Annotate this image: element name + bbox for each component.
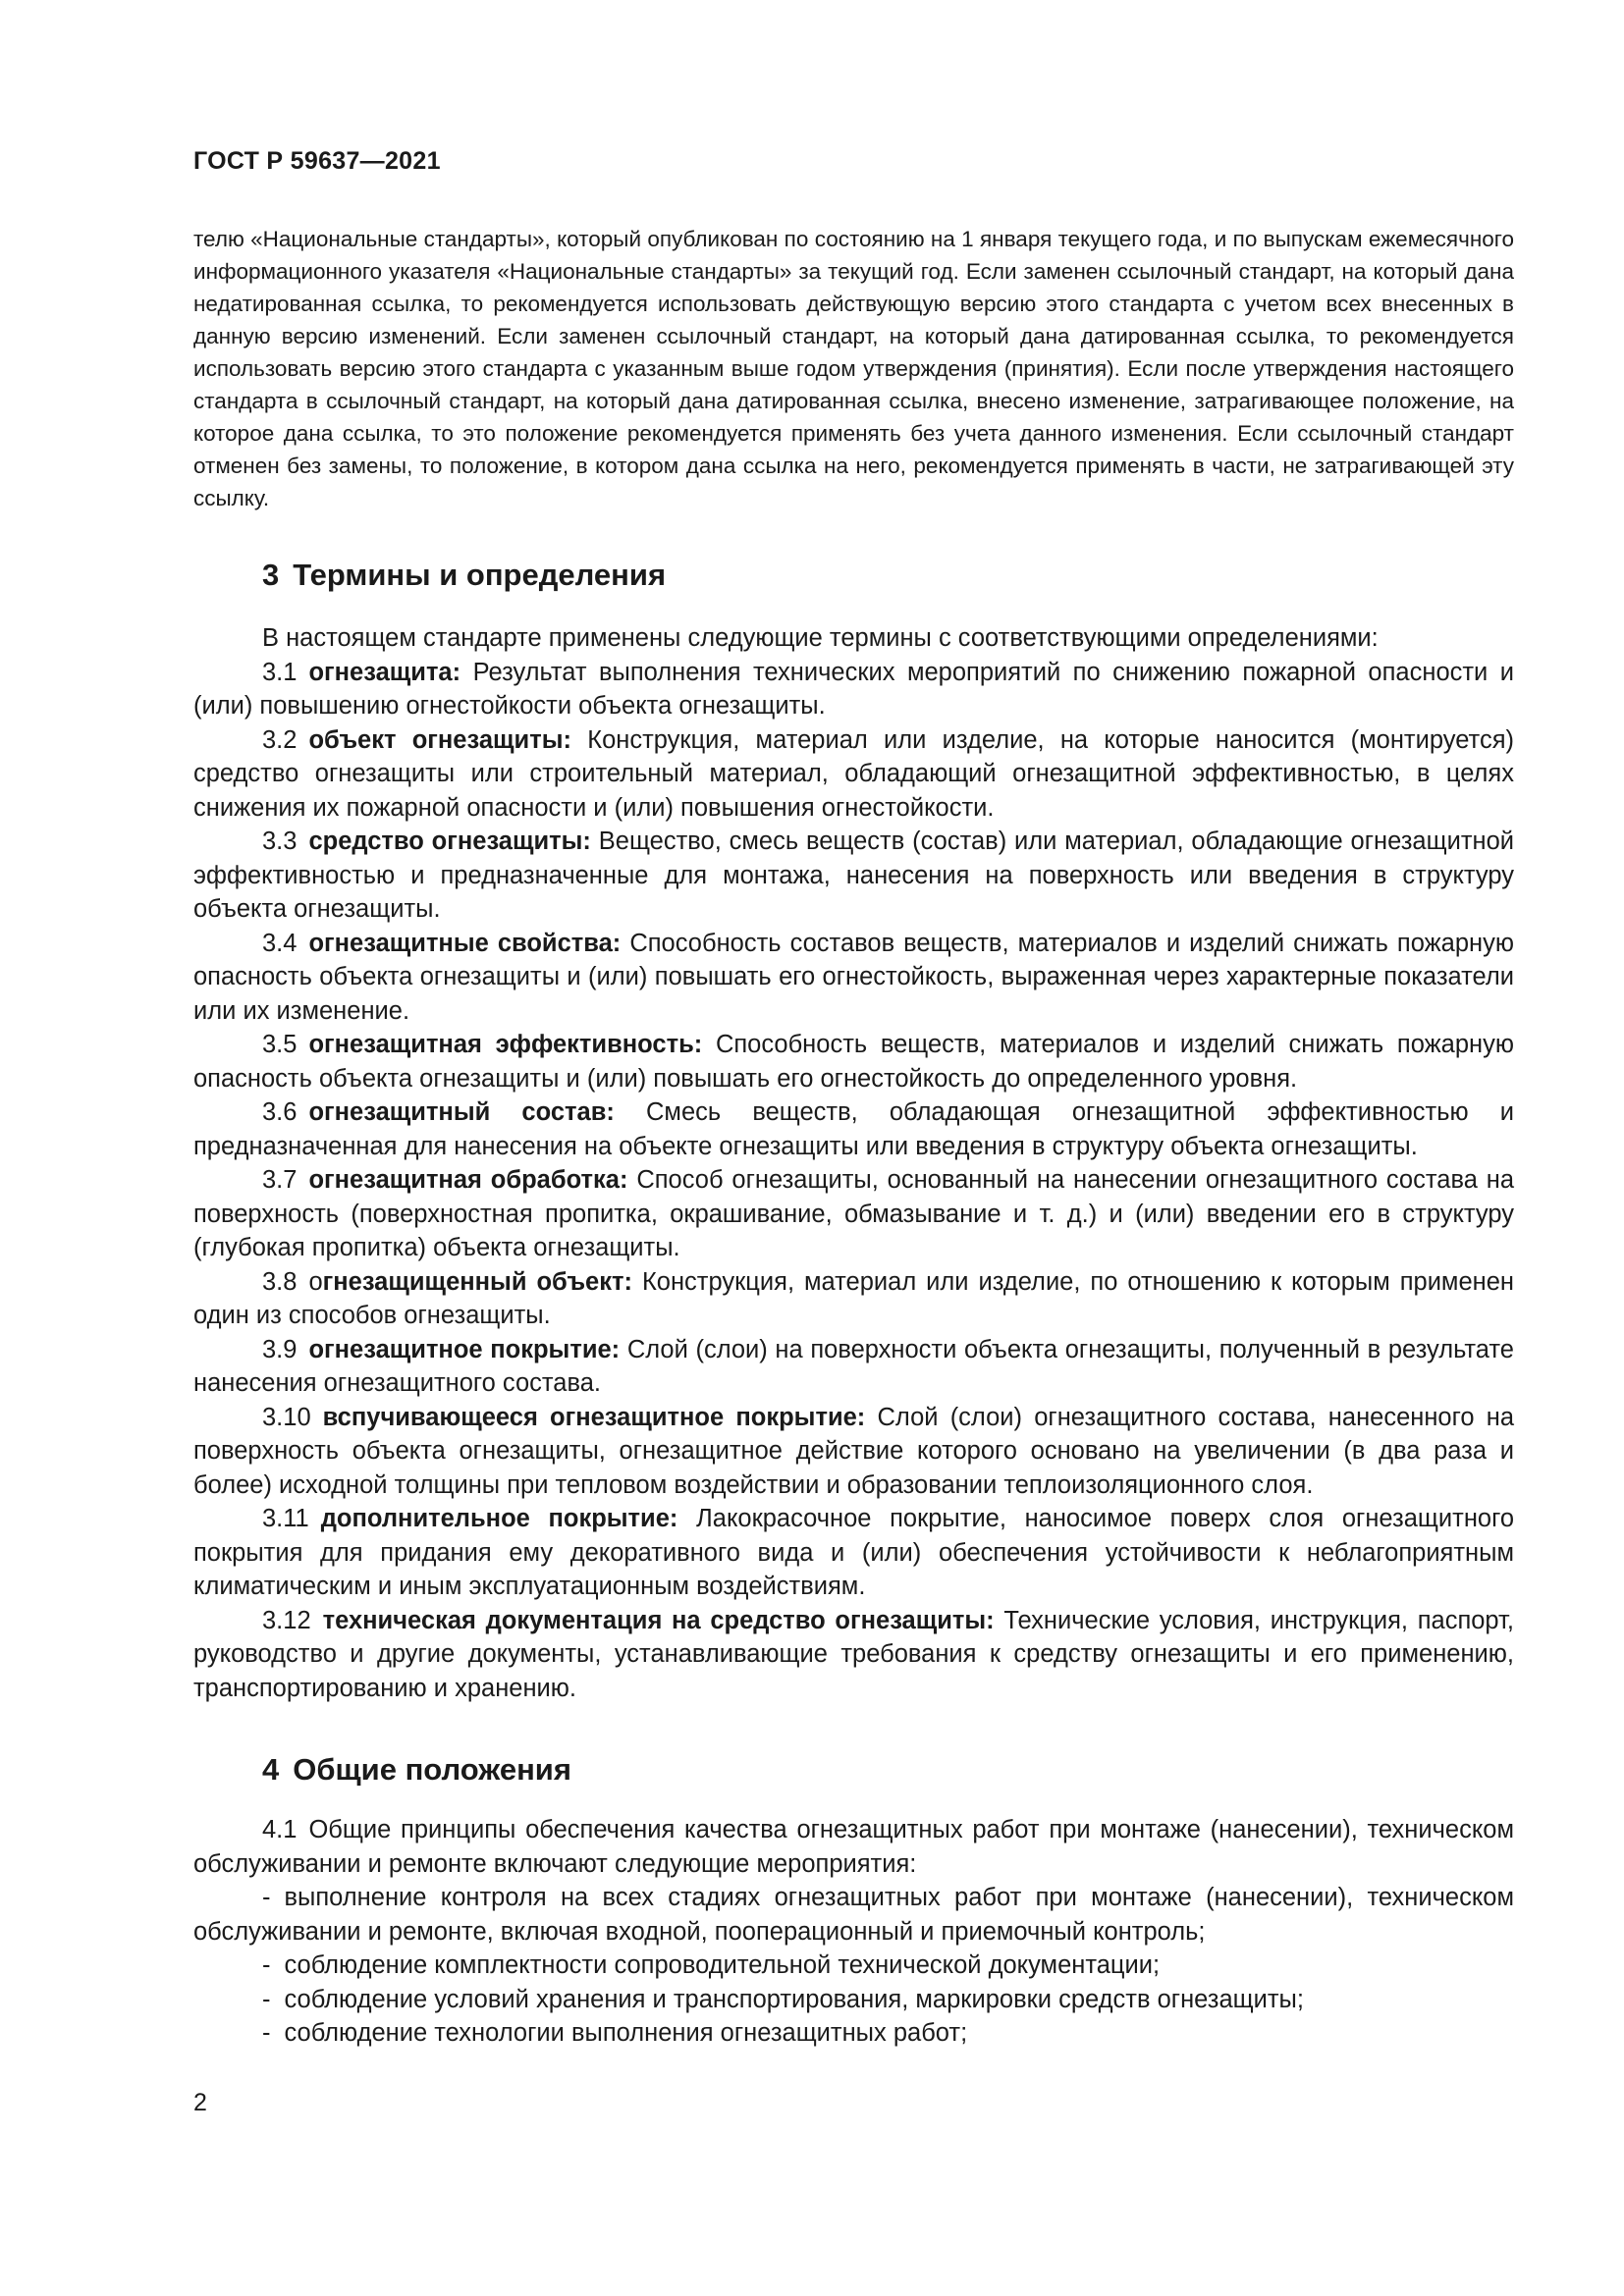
term-name: огнезащитная обработка: xyxy=(308,1166,628,1194)
term-definition: Способ огнезащиты, основанный на нанесении огнезащитного состава на поверхность (поверхностная пропитка, окрашивание, обмазывание и т. д.) и (или) введении его в структуру (глубокая пропитка) объекта огнезащиты. xyxy=(193,1166,1515,1261)
term-number: 3.8 xyxy=(262,1267,298,1296)
term-number: 3.2 xyxy=(262,725,298,754)
term-number: 3.9 xyxy=(262,1335,298,1363)
term-3-2 xyxy=(193,723,1514,826)
term-definition: Лакокрасочное покрытие, наносимое поверх слоя огнезащитного покрытия для придания ему декоративного вида и (или) обеспечения устойчивости к неблагоприятным климатическим и иным эксплуатационным воздействиям. xyxy=(193,1505,1515,1600)
term-number: 3.1 xyxy=(262,658,298,686)
term-definition: Технические условия, инструкция, паспорт, руководство и другие документы, устанавливающие требования к средству огнезащиты и его применению, транспортированию и хранению. xyxy=(193,1606,1514,1702)
term-name: дополнительное покрытие: xyxy=(320,1505,678,1532)
term-name: средство огнезащиты: xyxy=(308,828,591,855)
page-number: 2 xyxy=(193,2089,207,2116)
term-number: 3.5 xyxy=(262,1031,298,1058)
term-3-11 xyxy=(193,1502,1514,1604)
term-definition: Результат выполнения технических мероприятий по снижению пожарной опасности и (или) повышению огнестойкости объекта огнезащиты. xyxy=(193,658,1514,720)
section-4-heading xyxy=(262,1752,571,1788)
section-3-lead: В настоящем стандарте применены следующие термины с соответствующими определениями: xyxy=(262,624,1379,652)
dash-marker: - xyxy=(262,1951,271,1979)
term-definition: Способность веществ, материалов и изделий снижать пожарную опасность объекта огнезащиты и (или) повышать его огнестойкость до определенного уровня. xyxy=(193,1031,1514,1093)
list-item-text: выполнение контроля на всех стадиях огнезащитных работ при монтаже (нанесении), техническом обслуживании и ремонте, включая входной, пооперационный и приемочный контроль; xyxy=(193,1884,1514,1946)
list-item-text: соблюдение комплектности сопроводительной технической документации; xyxy=(284,1951,1161,1979)
term-definition: Способность составов веществ, материалов и изделий снижать пожарную опасность объекта огнезащиты и (или) повышать его огнестойкость, выраженная через характерные показатели или их изменение. xyxy=(193,929,1514,1025)
term-number: 3.7 xyxy=(262,1166,298,1194)
term-name: огнезащита: xyxy=(308,658,461,686)
term-definition: Слой (слои) на поверхности объекта огнезащиты, полученный в результате нанесения огнезащитного состава. xyxy=(193,1335,1514,1397)
term-number: 3.12 xyxy=(262,1606,311,1634)
term-3-9 xyxy=(193,1333,1514,1401)
term-3-6 xyxy=(193,1095,1514,1163)
term-name: гнезащищенный объект: xyxy=(322,1267,632,1296)
list-item-text: соблюдение условий хранения и транспортирования, маркировки средств огнезащиты; xyxy=(284,1985,1304,2013)
term-number: 3.11 xyxy=(262,1505,309,1532)
list-item-text: соблюдение технологии выполнения огнезащитных работ; xyxy=(284,2019,968,2047)
section-3-number: 3 xyxy=(262,558,280,592)
term-name: огнезащитные свойства: xyxy=(308,929,622,957)
section-4-title: Общие положения xyxy=(293,1752,571,1787)
list-item xyxy=(193,1983,1514,2017)
term-name: огнезащитное покрытие: xyxy=(308,1335,621,1363)
term-3-3 xyxy=(193,825,1514,927)
dash-marker: - xyxy=(262,1884,271,1911)
list-item xyxy=(193,1881,1514,1949)
term-3-1 xyxy=(193,656,1514,723)
term-number: 3.10 xyxy=(262,1403,311,1431)
clause-text: Общие принципы обеспечения качества огнезащитных работ при монтаже (нанесении), техническом обслуживании и ремонте включают следующие мероприятия: xyxy=(193,1816,1514,1878)
term-3-5 xyxy=(193,1028,1514,1095)
term-3-12 xyxy=(193,1604,1514,1706)
term-number: 3.3 xyxy=(262,828,298,855)
term-name-prefix: о xyxy=(308,1267,323,1296)
term-name: огнезащитная эффективность: xyxy=(308,1031,703,1058)
term-definition: Смесь веществ, обладающая огнезащитной эффективностью и предназначенная для нанесения на объекте огнезащиты или введения в структуру объекта огнезащиты. xyxy=(193,1098,1514,1160)
section-3-title: Термины и определения xyxy=(293,558,667,592)
term-definition: Слой (слои) огнезащитного состава, нанесенного на поверхность объекта огнезащиты, огнезащитное действие которого основано на увеличении (в два раза и более) исходной толщины при тепловом воздействии и образовании теплоизоляционного слоя. xyxy=(193,1403,1514,1499)
term-3-7 xyxy=(193,1163,1514,1265)
intro-paragraph: телю «Национальные стандарты», который опубликован по состоянию на 1 января текущего года, и по выпускам ежемесячного информационного указателя «Национальные стандарты» за текущий год. Если заменен ссылочный стандарт, на который дана недатированная ссылка, то рекомендуется использовать действующую версию этого стандарта с учетом всех внесенных в данную версию изменений. Если заменен ссылочный стандарт, на который дана датированная ссылка, то рекомендуется использовать версию этого стандарта с указанным выше годом утверждения (принятия). Если после утверждения настоящего стандарта в ссылочный стандарт, на который дана датированная ссылка, внесено изменение, затрагивающее положение, на которое дана ссылка, то это положение рекомендуется применять без учета данного изменения. Если ссылочный стандарт отменен без замены, то положение, в котором дана ссылка на него, рекомендуется применять в части, не затрагивающей эту ссылку. xyxy=(193,227,1514,510)
dash-marker: - xyxy=(262,1985,271,2013)
term-name: огнезащитный состав: xyxy=(308,1098,615,1126)
term-3-8 xyxy=(193,1265,1514,1333)
term-3-10 xyxy=(193,1401,1514,1503)
section-3-heading xyxy=(262,558,666,593)
dash-marker: - xyxy=(262,2019,271,2047)
section-4-body xyxy=(193,1813,1514,2051)
list-item xyxy=(193,1949,1514,1983)
section-3-body xyxy=(193,621,1514,1705)
term-3-4 xyxy=(193,927,1514,1029)
term-definition: Вещество, смесь веществ (состав) или материал, обладающие огнезащитной эффективностью и предназначенные для монтажа, нанесения на поверхность или введения в структуру объекта огнезащиты. xyxy=(193,828,1515,923)
clause-4-1 xyxy=(193,1813,1514,1881)
clause-number: 4.1 xyxy=(262,1816,298,1843)
document-header-id: ГОСТ Р 59637—2021 xyxy=(193,147,441,175)
term-number: 3.4 xyxy=(262,929,298,957)
term-name: техническая документация на средство огнезащиты: xyxy=(322,1606,995,1634)
document-page xyxy=(193,0,1514,2296)
term-definition: Конструкция, материал или изделие, на которые наносится (монтируется) средство огнезащиты или строительный материал, обладающий огнезащитной эффективностью, в целях снижения их пожарной опасности и (или) повышения огнестойкости. xyxy=(193,725,1514,822)
term-number: 3.6 xyxy=(262,1098,298,1126)
section-4-number: 4 xyxy=(262,1752,280,1787)
list-item xyxy=(193,2016,1514,2051)
term-name: вспучивающееся огнезащитное покрытие: xyxy=(322,1403,866,1431)
term-definition: Конструкция, материал или изделие, по отношению к которым применен один из способов огнезащиты. xyxy=(193,1267,1514,1329)
term-name: объект огнезащиты: xyxy=(308,725,571,754)
